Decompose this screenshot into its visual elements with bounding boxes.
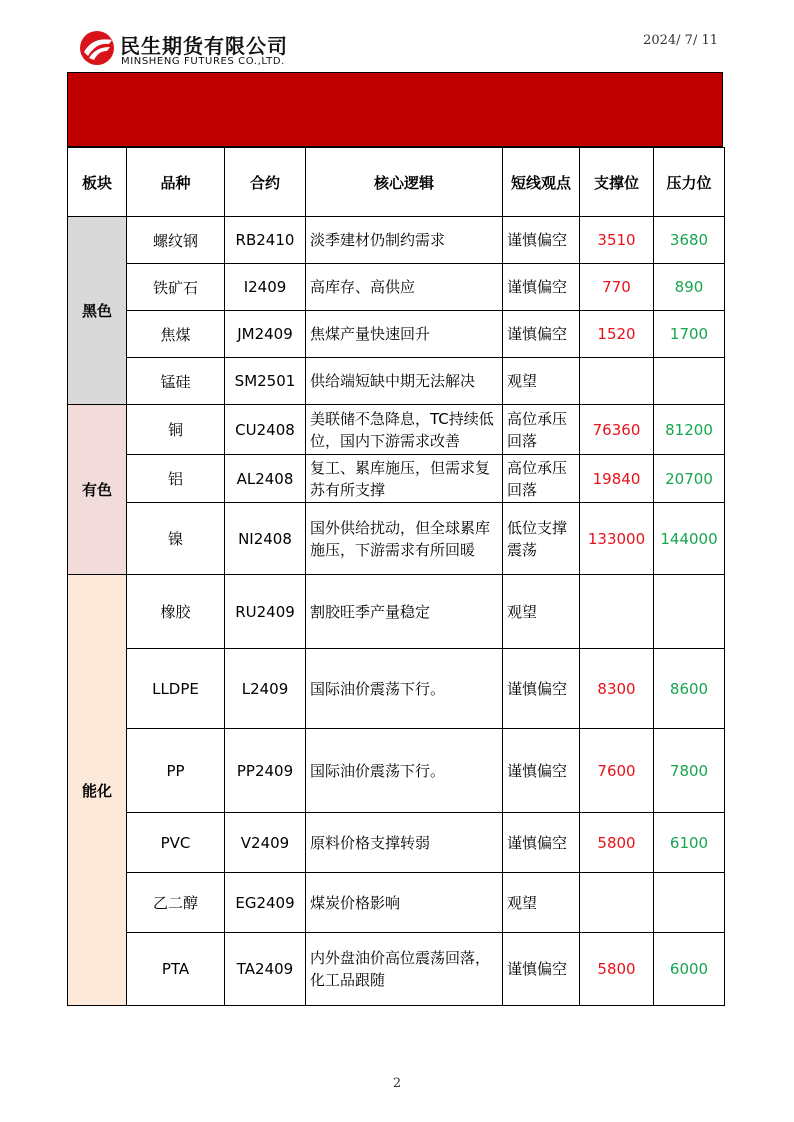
variety-cell: 橡胶 [127, 575, 225, 649]
col-header-sector: 板块 [68, 148, 127, 217]
view-cell: 谨慎偏空 [503, 217, 580, 264]
variety-cell: PTA [127, 933, 225, 1006]
col-header-support: 支撑位 [580, 148, 654, 217]
resistance-cell: 8600 [654, 649, 725, 729]
logic-cell: 内外盘油价高位震荡回落，化工品跟随 [306, 933, 503, 1006]
page-header [0, 0, 794, 72]
variety-cell: 铝 [127, 455, 225, 503]
table-row [68, 455, 725, 503]
view-cell: 谨慎偏空 [503, 813, 580, 873]
support-cell: 133000 [580, 503, 654, 575]
view-cell: 谨慎偏空 [503, 933, 580, 1006]
resistance-cell: 1700 [654, 311, 725, 358]
contract-cell: I2409 [225, 264, 306, 311]
sector-cell: 有色 [68, 405, 127, 575]
strategy-table [67, 147, 725, 1006]
table-row [68, 575, 725, 649]
resistance-cell: 890 [654, 264, 725, 311]
resistance-cell [654, 358, 725, 405]
contract-cell: RU2409 [225, 575, 306, 649]
logic-cell: 高库存、高供应 [306, 264, 503, 311]
variety-cell: 焦煤 [127, 311, 225, 358]
view-cell: 谨慎偏空 [503, 649, 580, 729]
contract-cell: AL2408 [225, 455, 306, 503]
logic-cell: 原料价格支撑转弱 [306, 813, 503, 873]
logic-cell: 焦煤产量快速回升 [306, 311, 503, 358]
resistance-cell: 7800 [654, 729, 725, 813]
contract-cell: RB2410 [225, 217, 306, 264]
view-cell: 观望 [503, 358, 580, 405]
variety-cell: PP [127, 729, 225, 813]
contract-cell: L2409 [225, 649, 306, 729]
table-row [68, 358, 725, 405]
support-cell [580, 873, 654, 933]
variety-cell: 乙二醇 [127, 873, 225, 933]
logic-cell: 国际油价震荡下行。 [306, 729, 503, 813]
logic-cell: 国外供给扰动，但全球累库施压，下游需求有所回暖 [306, 503, 503, 575]
table-row [68, 405, 725, 455]
contract-cell: SM2501 [225, 358, 306, 405]
logic-cell: 淡季建材仍制约需求 [306, 217, 503, 264]
page-number: 2 [392, 1076, 402, 1091]
support-cell: 5800 [580, 933, 654, 1006]
support-cell [580, 358, 654, 405]
sector-cell: 能化 [68, 575, 127, 1006]
col-header-contract: 合约 [225, 148, 306, 217]
view-cell: 低位支撑震荡 [503, 503, 580, 575]
support-cell: 3510 [580, 217, 654, 264]
view-cell: 高位承压回落 [503, 405, 580, 455]
logic-cell: 复工、累库施压，但需求复苏有所支撑 [306, 455, 503, 503]
contract-cell: TA2409 [225, 933, 306, 1006]
minsheng-logo-icon [79, 30, 115, 66]
col-header-view: 短线观点 [503, 148, 580, 217]
resistance-cell: 81200 [654, 405, 725, 455]
logic-cell: 煤炭价格影响 [306, 873, 503, 933]
table-row [68, 933, 725, 1006]
resistance-cell: 144000 [654, 503, 725, 575]
table-row [68, 649, 725, 729]
contract-cell: PP2409 [225, 729, 306, 813]
variety-cell: 锰硅 [127, 358, 225, 405]
resistance-cell: 6000 [654, 933, 725, 1006]
logic-cell: 美联储不急降息，TC持续低位，国内下游需求改善 [306, 405, 503, 455]
contract-cell: NI2408 [225, 503, 306, 575]
resistance-cell [654, 873, 725, 933]
table-row [68, 217, 725, 264]
support-cell: 5800 [580, 813, 654, 873]
table-row [68, 264, 725, 311]
variety-cell: PVC [127, 813, 225, 873]
view-cell: 谨慎偏空 [503, 729, 580, 813]
resistance-cell: 20700 [654, 455, 725, 503]
variety-cell: 镍 [127, 503, 225, 575]
view-cell: 高位承压回落 [503, 455, 580, 503]
contract-cell: JM2409 [225, 311, 306, 358]
contract-cell: CU2408 [225, 405, 306, 455]
report-date: 2024/ 7/ 11 [643, 33, 718, 48]
company-name-cn: 民生期货有限公司 [120, 34, 288, 58]
logic-cell: 供给端短缺中期无法解决 [306, 358, 503, 405]
logic-cell: 割胶旺季产量稳定 [306, 575, 503, 649]
view-cell: 观望 [503, 575, 580, 649]
col-header-resistance: 压力位 [654, 148, 725, 217]
company-name-en: MINSHENG FUTURES CO.,LTD. [121, 56, 285, 67]
support-cell: 76360 [580, 405, 654, 455]
table-row [68, 873, 725, 933]
view-cell: 谨慎偏空 [503, 311, 580, 358]
support-cell: 770 [580, 264, 654, 311]
variety-cell: LLDPE [127, 649, 225, 729]
support-cell [580, 575, 654, 649]
table-row [68, 311, 725, 358]
view-cell: 观望 [503, 873, 580, 933]
contract-cell: V2409 [225, 813, 306, 873]
contract-cell: EG2409 [225, 873, 306, 933]
variety-cell: 铁矿石 [127, 264, 225, 311]
support-cell: 19840 [580, 455, 654, 503]
support-cell: 8300 [580, 649, 654, 729]
sector-cell: 黑色 [68, 217, 127, 405]
title-banner [67, 72, 723, 147]
resistance-cell: 6100 [654, 813, 725, 873]
logic-cell: 国际油价震荡下行。 [306, 649, 503, 729]
view-cell: 谨慎偏空 [503, 264, 580, 311]
support-cell: 1520 [580, 311, 654, 358]
resistance-cell [654, 575, 725, 649]
table-row [68, 813, 725, 873]
table-header-row [68, 148, 725, 217]
col-header-variety: 品种 [127, 148, 225, 217]
variety-cell: 螺纹钢 [127, 217, 225, 264]
col-header-logic: 核心逻辑 [306, 148, 503, 217]
variety-cell: 铜 [127, 405, 225, 455]
resistance-cell: 3680 [654, 217, 725, 264]
table-row [68, 729, 725, 813]
support-cell: 7600 [580, 729, 654, 813]
table-row [68, 503, 725, 575]
